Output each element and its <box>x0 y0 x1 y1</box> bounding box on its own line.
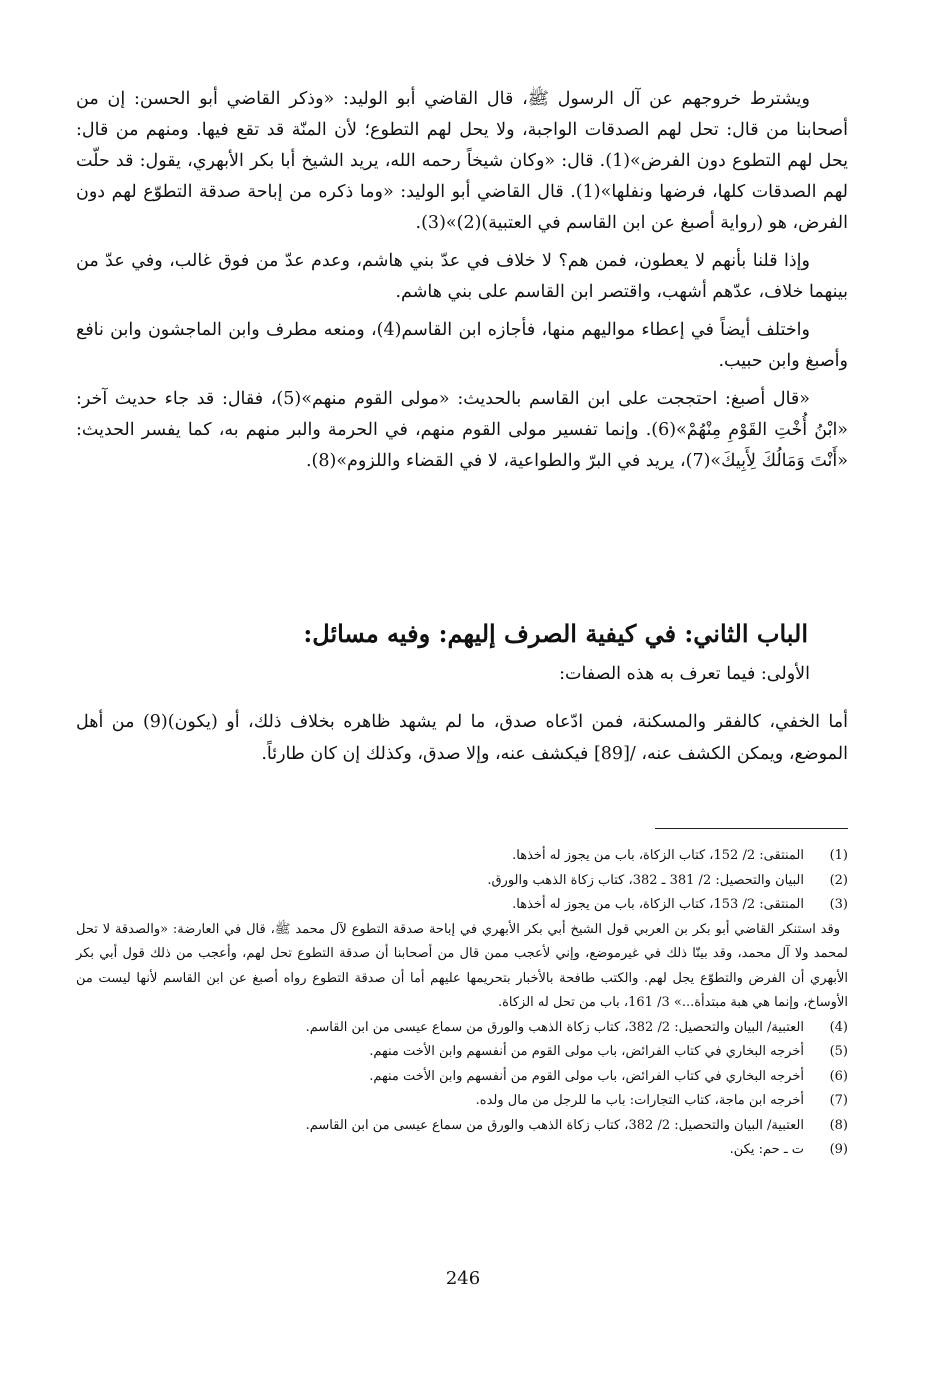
footnote <box>76 1114 848 1139</box>
footnote <box>76 1065 848 1090</box>
footnote-text: العتبية/ البيان والتحصيل: 2/ 382، كتاب زكاة الذهب والورق من سماع عيسى من ابن القاسم. <box>305 1117 804 1133</box>
footnote <box>76 1089 848 1114</box>
footnote-text: المنتقى: 2/ 152، كتاب الزكاة، باب من يجوز له أخذها. <box>512 848 804 863</box>
footnote-number: (4) <box>829 1019 848 1035</box>
footnote-text: المنتقى: 2/ 153، كتاب الزكاة، باب من يجوز له أخذها. <box>512 897 804 912</box>
footnote <box>76 1138 848 1163</box>
footnote-number: (8) <box>829 1117 848 1133</box>
footnote <box>76 869 848 894</box>
footnote-text: أخرجه البخاري في كتاب الفرائض، باب مولى القوم من أنفسهم وابن الأخت منهم. <box>369 1068 804 1084</box>
chapter-heading: الباب الثاني: في كيفية الصرف إليهم: وفيه مسائل: <box>303 619 808 648</box>
footnote-number: (5) <box>829 1044 848 1059</box>
footnote-separator <box>655 828 848 829</box>
footnote <box>76 1016 848 1041</box>
footnote-number: (3) <box>829 897 848 912</box>
section-subheading: الأولى: فيما تعرف به هذه الصفات: <box>559 664 810 684</box>
footnote-number: (9) <box>829 1142 848 1157</box>
footnote-continuation: وقد استنكر القاضي أبو بكر بن العربي قول الشيخ أبي بكر الأبهري في إباحة صدقة التطوع لآل محمد ﷺ، قال في العارضة: «والصدقة لا تحل لمحمد ولا آل محمد، وقد بينّا ذلك في غيرموضع، وإني لأعجب ممن قال من أصحابنا أن صدقة التطوع تحل لهم، وأعجب من ذلك قول أبي بكر الأبهري أن الفرض والتطوّع يجل لهم. والكتب طافحة بالأخبار بتحريمها عليهم أما أن صدقة التطوع رواه أصبغ عن ابن القاسم لأنها ليست من الأوساخ، وإنما هي هبة مبتدأة...» 3/ 161، باب من تحل له الزكاة. <box>76 921 848 1010</box>
footnote-text: العتبية/ البيان والتحصيل: 2/ 382، كتاب زكاة الذهب والورق من سماع عيسى من ابن القاسم. <box>305 1019 804 1035</box>
paragraph-5: أما الخفي، كالفقر والمسكنة، فمن ادّعاه صدق، ما لم يشهد ظاهره بخلاف ذلك، أو (يكون)(9) من أهل الموضع، ويمكن الكشف عنه، /[89] فيكشف عنه، وإلا صدق، وكذلك إن كان طارئاً. <box>76 712 848 764</box>
paragraph-4: «قال أصبغ: احتججت على ابن القاسم بالحديث: «مولى القوم منهم»(5)، فقال: قد جاء حديث آخر: «ابْنُ أُخْتِ القَوْمِ مِنْهُمْ»(6). وإنما تفسير مولى القوم منهم، في الحرمة والبر منهم به، كما يفسر الحديث: «أَنْتَ وَمَالُكَ لِأَبِيكَ»(7)، يريد في البرّ والطواعية، لا في القضاء واللزوم»(8). <box>76 389 849 471</box>
footnote <box>76 893 848 918</box>
footnote-text: البيان والتحصيل: 2/ 381 ـ 382، كتاب زكاة الذهب والورق. <box>487 872 804 888</box>
main-text <box>76 84 848 484</box>
paragraph-1: ويشترط خروجهم عن آل الرسول ﷺ، قال القاضي أبو الوليد: «وذكر القاضي أبو الحسن: إن من أصحابنا من قال: تحل لهم الصدقات الواجبة، ولا يحل لهم التطوع؛ لأن المنّة قد تقع فيها. ومنهم من قال: يحل لهم التطوع دون الفرض»(1). قال: «وكان شيخاً رحمه الله، يريد الشيخ أبا بكر الأبهري، يقول: قد حلّت لهم الصدقات كلها، فرضها ونفلها»(1). قال القاضي أبو الوليد: «وما ذكره من إباحة صدقة التطوّع لهم دون الفرض، هو (رواية أصبغ عن ابن القاسم في العتبية)(2)»(3). <box>76 89 848 233</box>
page-number: 246 <box>445 1268 481 1289</box>
closing-text <box>76 706 848 770</box>
footnote-text: ت ـ حم: يكن. <box>729 1142 804 1157</box>
footnote-number: (2) <box>829 872 848 888</box>
paragraph-2: وإذا قلنا بأنهم لا يعطون، فمن هم؟ لا خلاف في عدّ بني هاشم، وعدم عدّ من فوق غالب، وفي عدّ من بينهما خلاف، عدّهم أشهب، واقتصر ابن القاسم على بني هاشم. <box>76 251 848 302</box>
footnotes <box>76 844 848 1163</box>
footnote <box>76 844 848 869</box>
footnote-text: أخرجه البخاري في كتاب الفرائض، باب مولى القوم من أنفسهم وابن الأخت منهم. <box>369 1044 804 1059</box>
footnote-number: (6) <box>829 1068 848 1084</box>
footnote <box>76 1040 848 1065</box>
footnote-number: (1) <box>829 848 848 863</box>
paragraph-3: واختلف أيضاً في إعطاء مواليهم منها، فأجازه ابن القاسم(4)، ومنعه مطرف وابن الماجشون وابن نافع وأصبغ وابن حبيب. <box>76 320 848 371</box>
footnote-number: (7) <box>829 1093 848 1108</box>
footnote-text: أخرجه ابن ماجة، كتاب التجارات: باب ما للرجل من مال ولده. <box>475 1093 804 1108</box>
